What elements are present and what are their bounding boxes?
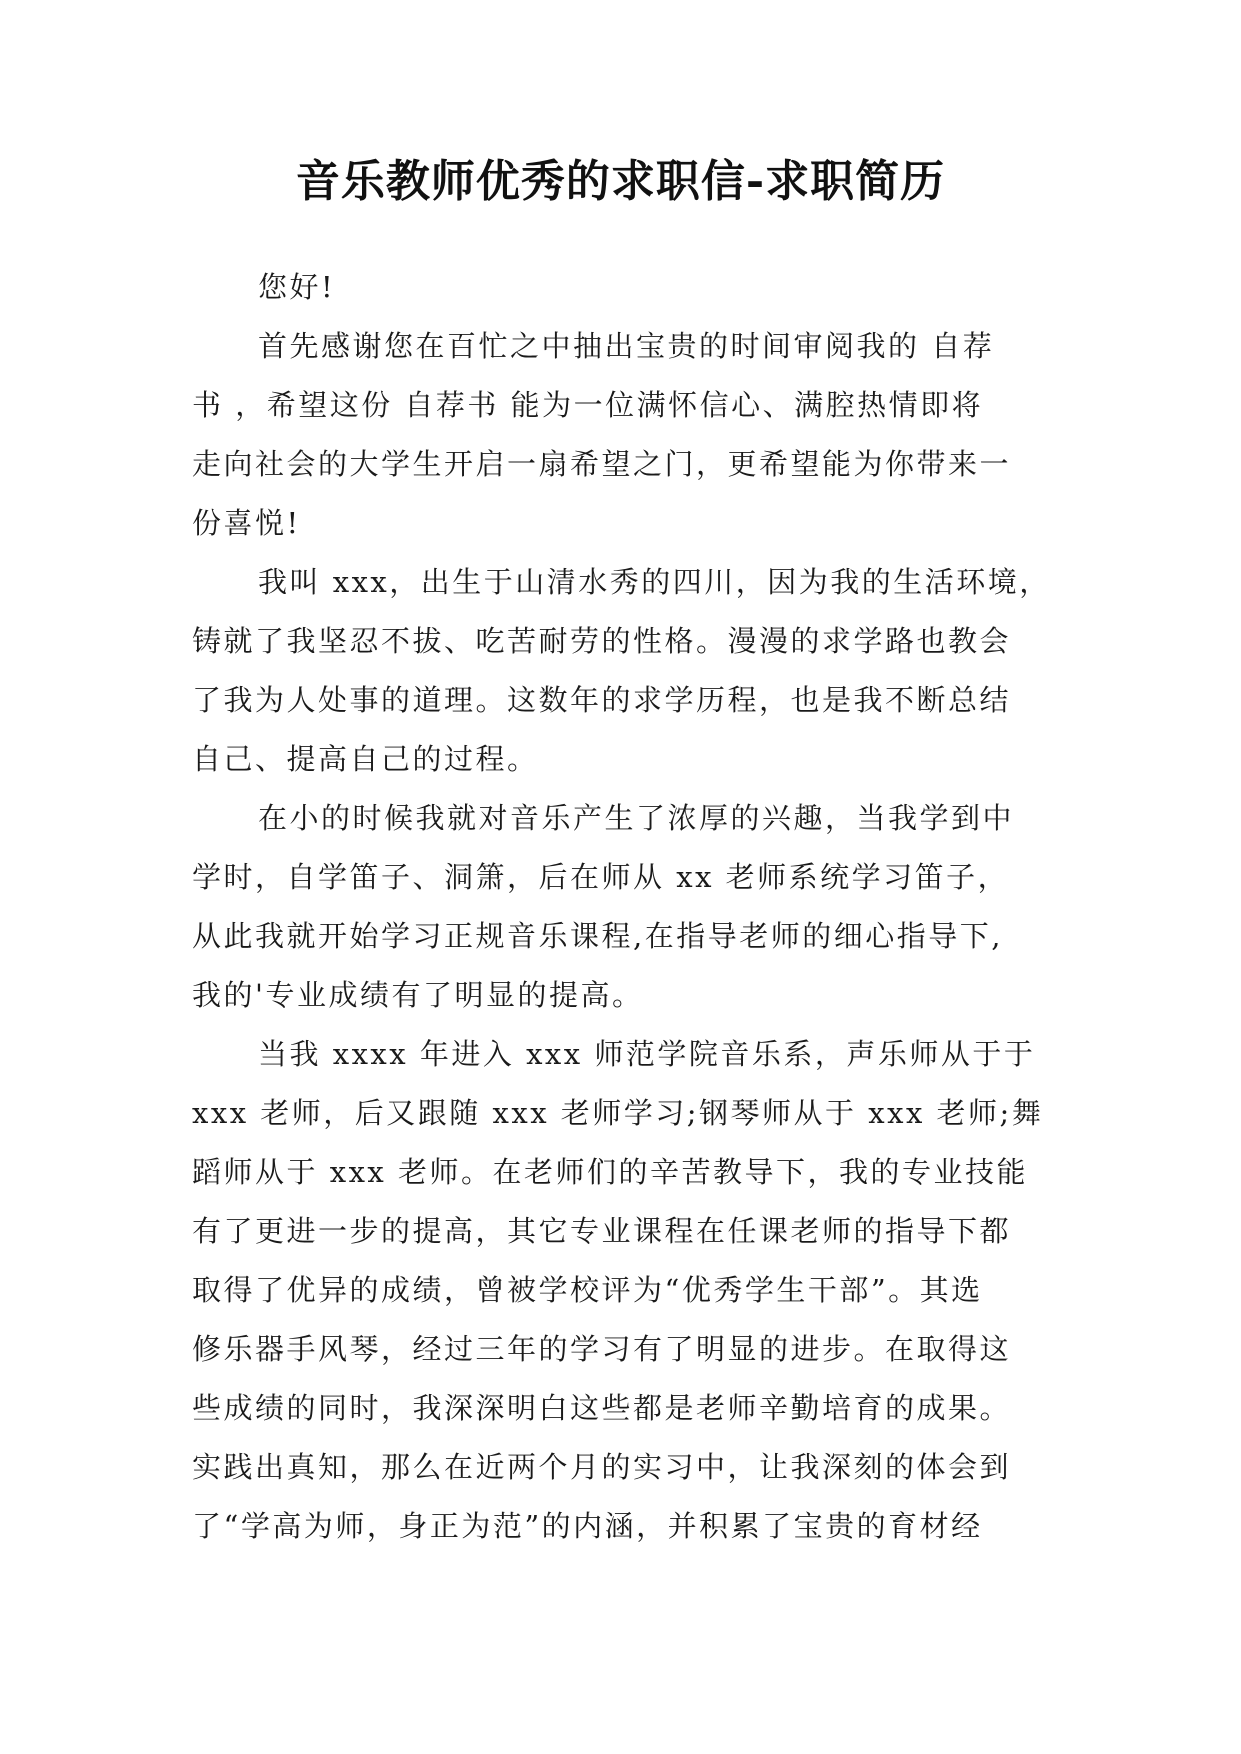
text-line: 当我 xxxx 年进入 xxx 师范学院音乐系，声乐师从于于 (258, 1037, 1036, 1071)
letter-body (192, 258, 1052, 1556)
text-line: 走向社会的大学生开启一扇希望之门，更希望能为你带来一 (192, 447, 1012, 481)
text-line: 蹈师从于 xxx 老师。在老师们的辛苦教导下，我的专业技能 (192, 1155, 1029, 1189)
text-line: 取得了优异的成绩，曾被学校评为“优秀学生干部”。其选 (192, 1273, 983, 1307)
text-line: 从此我就开始学习正规音乐课程,在指导老师的细心指导下, (192, 919, 1003, 953)
text-line: 份喜悦! (192, 506, 301, 540)
text-line: 了“学高为师，身正为范”的内涵，并积累了宝贵的育材经 (192, 1509, 983, 1543)
text-line: 实践出真知，那么在近两个月的实习中，让我深刻的体会到 (192, 1450, 1012, 1484)
text-line: 有了更进一步的提高，其它专业课程在任课老师的指导下都 (192, 1214, 1012, 1248)
text-line: 些成绩的同时，我深深明白这些都是老师辛勤培育的成果。 (192, 1391, 1012, 1425)
text-line: 学时，自学笛子、洞箫，后在师从 xx 老师系统学习笛子， (192, 860, 1010, 894)
text-line: 书 ，希望这份 自荐书 能为一位满怀信心、满腔热情即将 (192, 388, 984, 422)
document-title: 音乐教师优秀的求职信-求职简历 (295, 156, 946, 207)
text-line: xxx 老师，后又跟随 xxx 老师学习;钢琴师从于 xxx 老师;舞 (192, 1096, 1044, 1130)
text-line: 您好! (258, 270, 336, 304)
text-line: 首先感谢您在百忙之中抽出宝贵的时间审阅我的 自荐 (258, 329, 995, 363)
text-line: 铸就了我坚忍不拔、吃苦耐劳的性格。漫漫的求学路也教会 (192, 624, 1012, 658)
text-line: 修乐器手风琴，经过三年的学习有了明显的进步。在取得这 (192, 1332, 1012, 1366)
text-line: 我的'专业成绩有了明显的提高。 (192, 978, 644, 1012)
text-line: 在小的时候我就对音乐产生了浓厚的兴趣，当我学到中 (258, 801, 1015, 835)
text-line: 自己、提高自己的过程。 (192, 742, 539, 776)
text-line: 我叫 xxx，出生于山清水秀的四川，因为我的生活环境， (258, 565, 1051, 599)
text-line: 了我为人处事的道理。这数年的求学历程，也是我不断总结 (192, 683, 1012, 717)
